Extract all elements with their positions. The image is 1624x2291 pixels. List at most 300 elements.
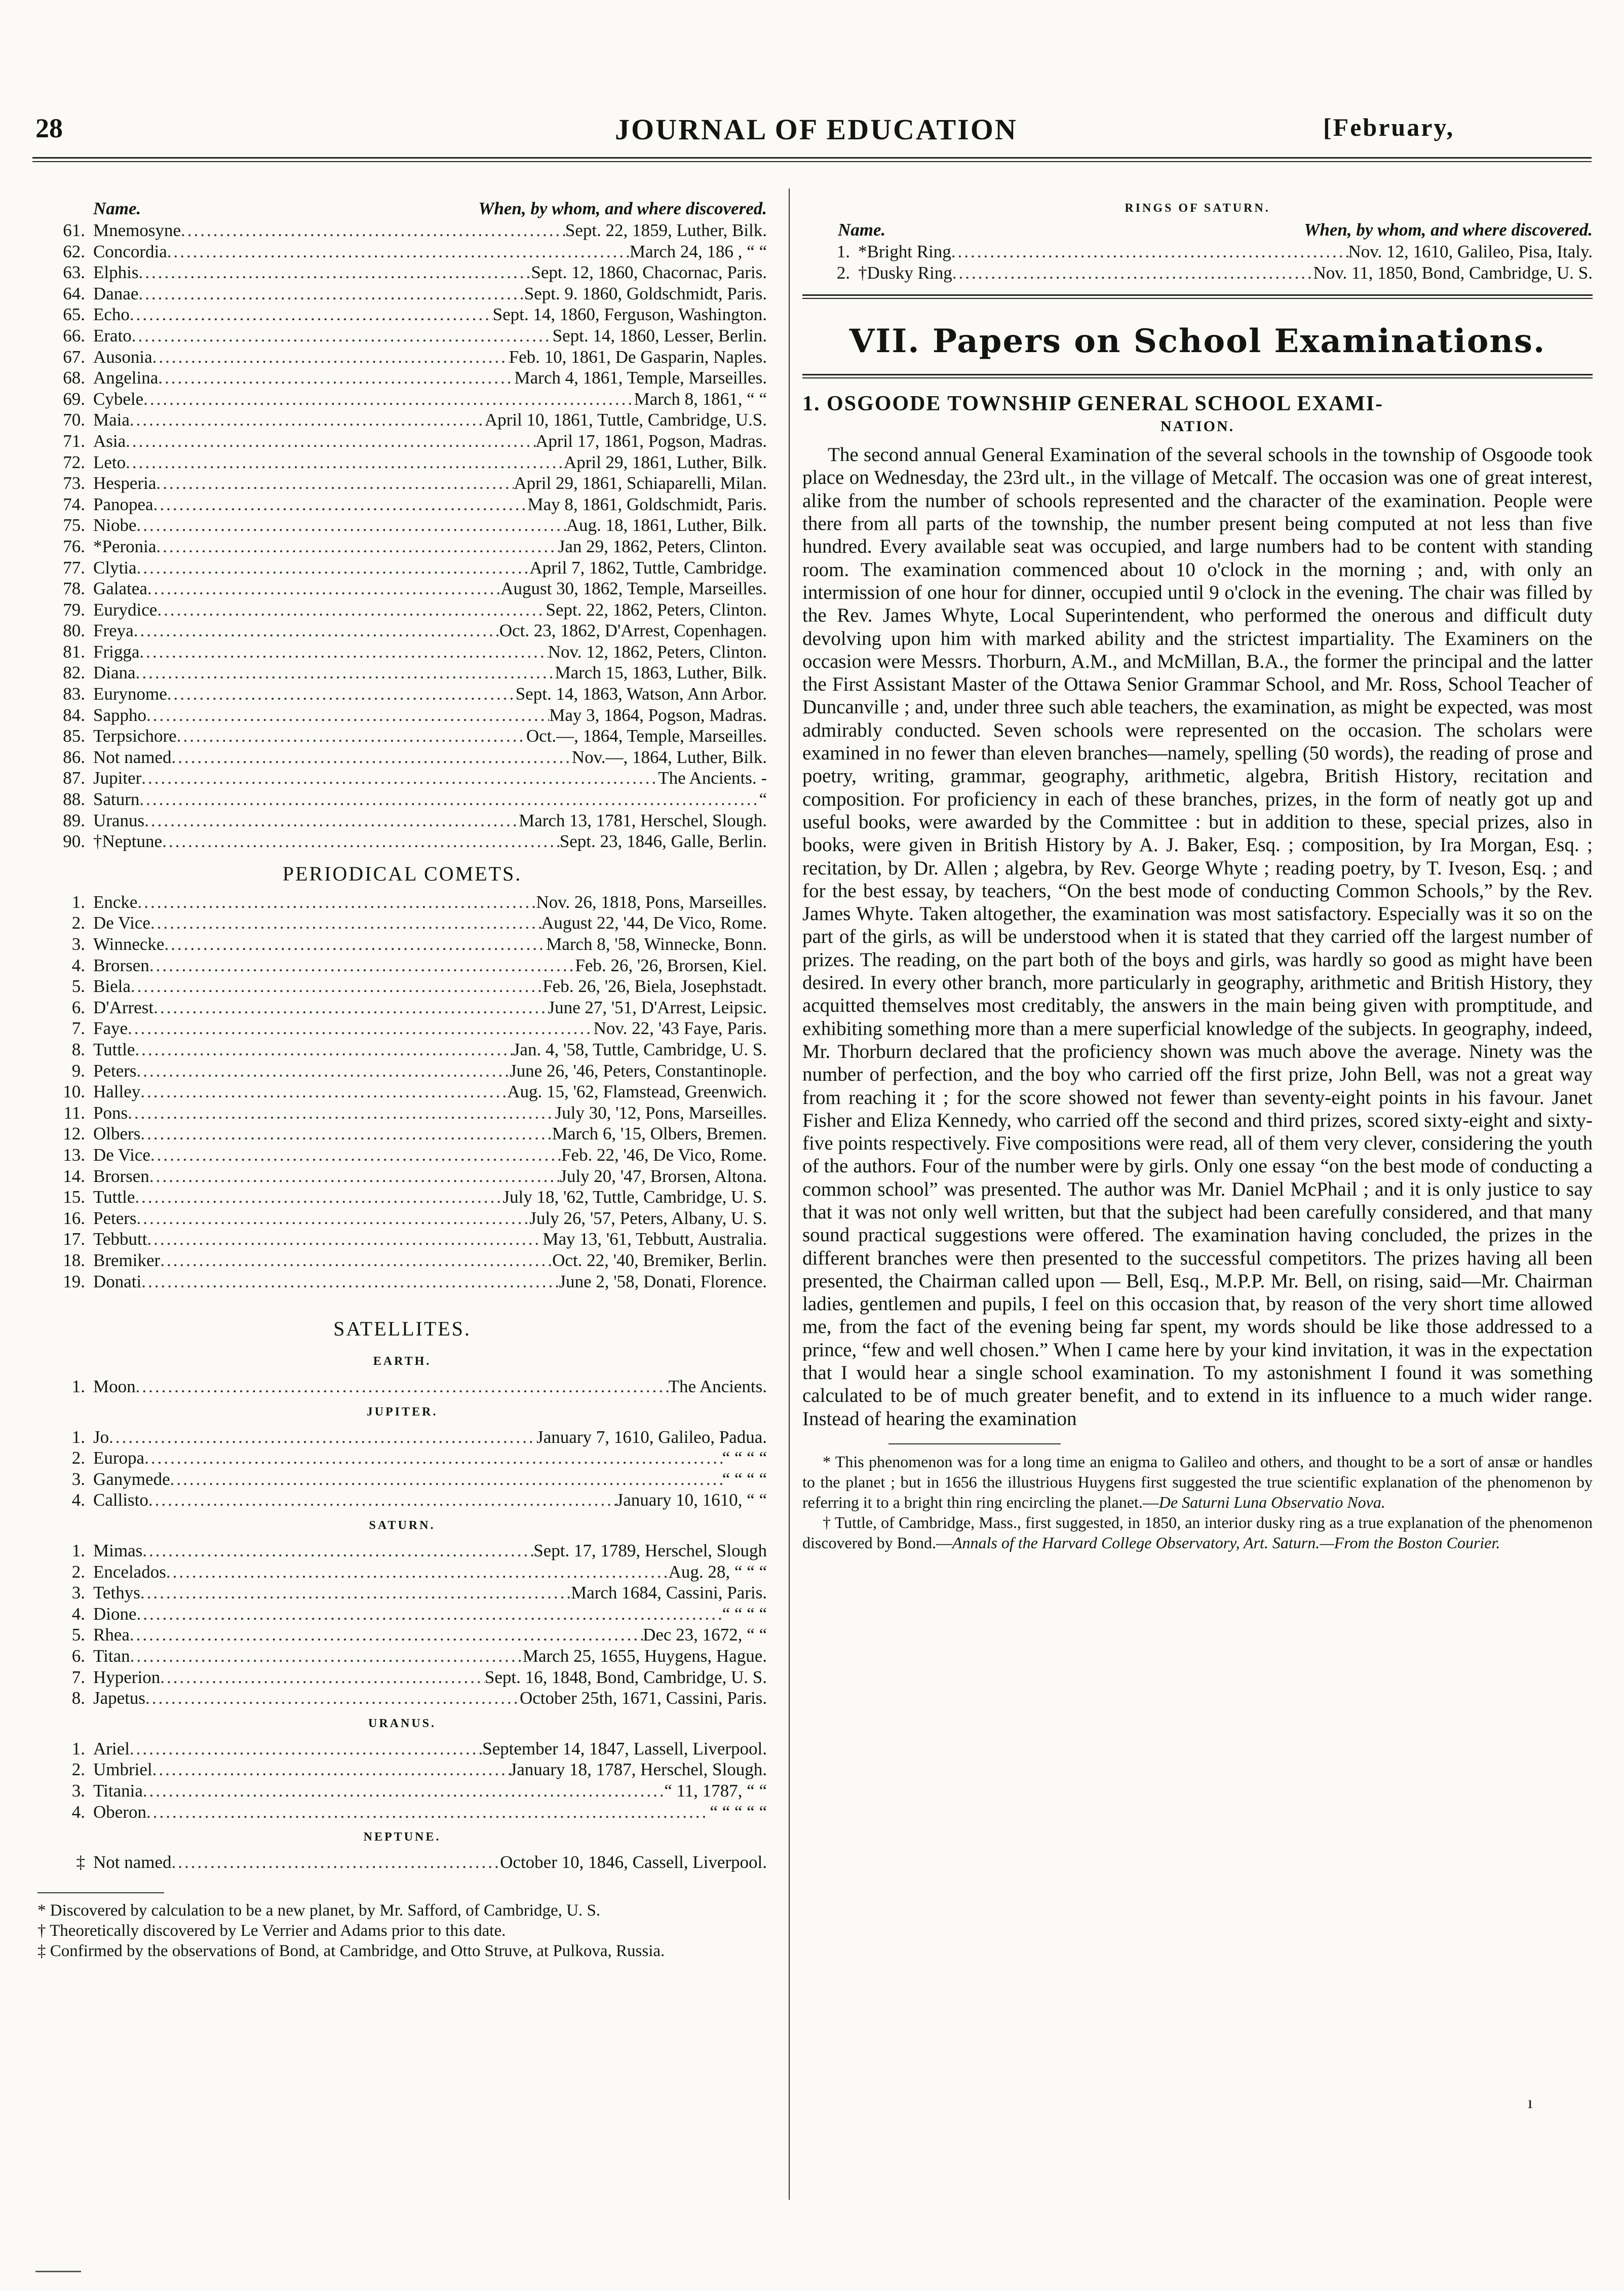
entry-name: Bremiker	[93, 1250, 161, 1270]
leader-dots	[153, 494, 528, 515]
leader-dots	[137, 1208, 530, 1229]
leader-dots	[141, 1271, 559, 1292]
entry-name: Uranus	[93, 810, 145, 830]
leader-dots	[158, 367, 514, 389]
entry-number: 6.	[71, 997, 85, 1017]
entry-name: Elphis	[93, 262, 139, 283]
planet-row	[37, 557, 767, 579]
entry-number: 86.	[63, 747, 85, 767]
leader-dots	[137, 557, 530, 579]
planet-row	[37, 452, 767, 473]
rings-title: RINGS OF SATURN.	[1125, 202, 1270, 215]
entry-number: 72.	[63, 452, 85, 472]
satellite-row	[37, 1447, 767, 1469]
footnote-rule	[37, 1892, 164, 1893]
leader-dots	[126, 452, 564, 473]
entry-discovery: Feb. 26, '26, Biela, Josephstadt.	[543, 976, 767, 997]
entry-discovery: May 3, 1864, Pogson, Madras.	[549, 705, 767, 725]
entry-name: Echo	[93, 304, 130, 325]
comet-row	[37, 934, 767, 955]
comet-row	[37, 1018, 767, 1039]
entry-discovery: Feb. 22, '46, De Vico, Rome.	[561, 1144, 767, 1165]
satellite-row	[37, 1582, 767, 1603]
planet-row	[37, 473, 767, 494]
planet-row	[37, 662, 767, 683]
jupiter-satellite-list	[37, 1427, 767, 1511]
entry-discovery: Sept. 14, 1860, Ferguson, Washington.	[492, 304, 767, 325]
planet-row	[37, 241, 767, 262]
entry-name: Brorsen	[93, 955, 149, 975]
entry-number: 90.	[63, 831, 85, 852]
entry-number: 1.	[71, 892, 85, 912]
entry-number: 73.	[63, 473, 85, 493]
satellite-row	[37, 1376, 767, 1397]
entry-name: *Peronia	[93, 536, 157, 556]
bottom-dash	[35, 2271, 81, 2272]
comets-title: PERIODICAL COMETS.	[282, 862, 522, 885]
comet-row	[37, 892, 767, 913]
entry-name: Brorsen	[93, 1166, 149, 1186]
leader-dots	[131, 976, 543, 997]
leader-dots	[951, 241, 1348, 262]
page-number: 28	[35, 113, 63, 143]
article-title: 1. OSGOODE TOWNSHIP GENERAL SCHOOL EXAMI-	[802, 392, 1384, 416]
col-when-heading: When, by whom, and where discovered.	[478, 199, 767, 218]
column-divider	[789, 188, 790, 2200]
leader-dots	[134, 620, 499, 641]
leader-dots	[160, 1667, 485, 1688]
entry-name: Tethys	[93, 1583, 140, 1603]
entry-discovery: July 30, '12, Pons, Marseilles.	[555, 1102, 767, 1123]
entry-name: Titan	[93, 1646, 130, 1666]
leader-dots	[139, 641, 548, 663]
planet-row	[37, 683, 767, 705]
entry-name: Hesperia	[93, 473, 157, 493]
comet-row	[37, 912, 767, 934]
rings-col-when: When, by whom, and where discovered.	[1304, 220, 1593, 240]
comet-row	[37, 976, 767, 997]
entry-discovery: Feb. 10, 1861, De Gasparin, Naples.	[509, 347, 767, 367]
planet-row	[37, 409, 767, 431]
entry-discovery: Sept. 14, 1860, Lesser, Berlin.	[552, 325, 767, 346]
entry-name: Not named	[93, 747, 172, 767]
entry-discovery: March 25, 1655, Huygens, Hague.	[522, 1646, 767, 1666]
entry-name: Angelina	[93, 368, 159, 388]
entry-number: 78.	[63, 579, 85, 599]
planet-row	[37, 726, 767, 747]
entry-name: Callisto	[93, 1490, 148, 1510]
leader-dots	[149, 1166, 560, 1187]
entry-discovery: October 10, 1846, Cassell, Liverpool.	[500, 1852, 767, 1873]
entry-discovery: Jan 29, 1862, Peters, Clinton.	[558, 536, 767, 556]
satellite-row	[37, 1540, 767, 1561]
leader-dots	[160, 1250, 552, 1271]
satellite-row	[37, 1759, 767, 1780]
leader-dots	[167, 683, 516, 705]
entry-discovery: October 25th, 1671, Cassini, Paris.	[519, 1688, 767, 1708]
entry-name: Encelados	[93, 1561, 166, 1582]
entry-discovery: June 27, '51, D'Arrest, Leipsic.	[548, 997, 767, 1017]
planet-row	[37, 515, 767, 536]
leader-dots	[162, 831, 560, 852]
leader-dots	[177, 726, 526, 747]
leader-dots	[137, 515, 566, 536]
journal-title: JOURNAL OF EDUCATION	[615, 113, 1018, 146]
entry-discovery: August 22, '44, De Vico, Rome.	[541, 913, 767, 933]
entry-name: Oberon	[93, 1802, 146, 1822]
entry-name: Leto	[93, 452, 126, 472]
leader-dots	[142, 1540, 533, 1561]
entry-discovery: July 26, '57, Peters, Albany, U. S.	[529, 1208, 767, 1228]
entry-discovery: June 26, '46, Peters, Constantinople.	[510, 1060, 767, 1081]
entry-discovery: August 30, 1862, Temple, Marseilles.	[500, 579, 767, 599]
entry-discovery: “ “ “ “	[722, 1603, 767, 1624]
planet-row	[37, 304, 767, 325]
entry-name: Pons	[93, 1102, 128, 1123]
satellite-row	[37, 1469, 767, 1490]
leader-dots	[130, 409, 485, 431]
header-rule	[32, 157, 1592, 162]
satellite-row	[37, 1667, 767, 1688]
entry-discovery: Nov. 12, 1862, Peters, Clinton.	[548, 641, 767, 662]
entry-discovery: April 7, 1862, Tuttle, Cambridge.	[529, 557, 767, 578]
entry-name: *Bright Ring	[858, 242, 951, 261]
leader-dots	[152, 1759, 510, 1780]
leader-dots	[128, 1018, 594, 1039]
leader-dots	[135, 1039, 513, 1060]
planet-row	[37, 367, 767, 389]
leader-dots	[128, 1102, 555, 1124]
entry-name: Erato	[93, 325, 132, 346]
satellite-row	[37, 1688, 767, 1709]
comet-row	[37, 1166, 767, 1187]
entry-discovery: June 2, '58, Donati, Florence.	[559, 1271, 767, 1291]
entry-number: 70.	[63, 410, 85, 430]
entry-name: Maia	[93, 410, 130, 430]
satellite-row	[37, 1852, 767, 1873]
entry-discovery: March 1684, Cassini, Paris.	[571, 1583, 767, 1603]
entry-discovery: Nov. 26, 1818, Pons, Marseilles.	[536, 892, 767, 912]
entry-number: 2.	[836, 262, 850, 283]
leader-dots	[140, 1582, 571, 1603]
entry-name: Tebbutt	[93, 1229, 147, 1249]
ring-row	[802, 241, 1593, 262]
footnote-galileo-source: De Saturni Luna Observatio Nova.	[1158, 1493, 1385, 1511]
entry-name: Encke	[93, 892, 138, 912]
entry-name: Donati	[93, 1271, 142, 1291]
entry-discovery: Sept. 16, 1848, Bond, Cambridge, U. S.	[484, 1667, 767, 1687]
comet-row	[37, 1123, 767, 1144]
leader-dots	[109, 1427, 536, 1448]
entry-discovery: Nov.—, 1864, Luther, Bilk.	[571, 747, 767, 767]
leader-dots	[149, 955, 575, 976]
entry-discovery: Feb. 26, '26, Brorsen, Kiel.	[575, 955, 767, 975]
ring-row	[802, 262, 1593, 284]
leader-dots	[145, 1688, 520, 1709]
entry-number: 81.	[63, 641, 85, 662]
leader-dots	[126, 431, 535, 452]
leader-dots	[172, 747, 572, 768]
entry-name: †Dusky Ring	[858, 262, 952, 283]
leader-dots	[150, 1144, 561, 1166]
comet-row	[37, 1081, 767, 1102]
entry-name: Hyperion	[93, 1667, 161, 1687]
entry-discovery: Aug. 15, '62, Flamstead, Greenwich.	[507, 1082, 767, 1102]
entry-name: Niobe	[93, 515, 137, 536]
col-name-heading: Name.	[93, 199, 141, 218]
leader-dots	[170, 1469, 722, 1490]
leader-dots	[156, 536, 558, 557]
entry-number: 14.	[63, 1166, 85, 1186]
entry-discovery: January 18, 1787, Herschel, Slough.	[510, 1760, 767, 1780]
entry-number: 88.	[63, 789, 85, 810]
entry-number: 1.	[71, 1427, 85, 1447]
leader-dots	[141, 768, 658, 789]
entry-name: Panopea	[93, 494, 153, 514]
section-rule	[802, 294, 1593, 299]
entry-discovery: “	[759, 789, 767, 810]
leader-dots	[152, 347, 509, 368]
entry-name: Jupiter	[93, 768, 142, 788]
entry-discovery: Nov. 22, '43 Faye, Paris.	[593, 1018, 767, 1039]
planet-row	[37, 262, 767, 283]
entry-discovery: April 29, 1861, Luther, Bilk.	[563, 452, 767, 472]
entry-discovery: “ “ “ “	[722, 1448, 767, 1468]
entry-discovery: The Ancients. -	[658, 768, 767, 788]
entry-name: Frigga	[93, 641, 140, 662]
entry-number: 1.	[71, 1541, 85, 1561]
entry-number: 5.	[71, 976, 85, 997]
issue-month: [February,	[1323, 113, 1455, 141]
planet-row	[37, 220, 767, 241]
comet-row	[37, 1208, 767, 1229]
entry-name: Galatea	[93, 579, 147, 599]
satellite-row	[37, 1738, 767, 1760]
leader-dots	[157, 599, 546, 621]
entry-name: Ausonia	[93, 347, 152, 367]
entry-number: 76.	[63, 536, 85, 556]
entry-number: 61.	[63, 220, 85, 240]
entry-number: 74.	[63, 494, 85, 514]
planet-row	[37, 578, 767, 599]
entry-name: Eurynome	[93, 684, 167, 704]
entry-number: 9.	[71, 1060, 85, 1081]
rings-col-name: Name.	[838, 220, 886, 240]
comet-row	[37, 1102, 767, 1124]
entry-name: Danae	[93, 283, 139, 303]
entry-number: 18.	[63, 1250, 85, 1270]
leader-dots	[137, 1603, 722, 1625]
entry-discovery: April 17, 1861, Pogson, Madras.	[535, 431, 767, 451]
satellite-row	[37, 1561, 767, 1583]
entry-number: 19.	[63, 1271, 85, 1291]
leader-dots	[147, 1229, 543, 1250]
leader-dots	[139, 789, 759, 810]
entry-name: Faye	[93, 1018, 128, 1039]
entry-number: 85.	[63, 726, 85, 746]
earth-label: EARTH.	[373, 1355, 432, 1368]
entry-name: Jo	[93, 1427, 109, 1447]
article-subtitle: NATION.	[1160, 418, 1235, 435]
comet-row	[37, 1060, 767, 1082]
entry-name: Clytia	[93, 557, 137, 578]
entry-name: De Vice	[93, 913, 150, 933]
entry-name: Moon	[93, 1377, 136, 1397]
left-column	[37, 198, 767, 1961]
comet-row	[37, 1250, 767, 1271]
entry-name: De Vice	[93, 1144, 150, 1165]
footnote-bond: ‡ Confirmed by the observations of Bond, at Cambridge, and Otto Struve, at Pulkova, Russia.	[37, 1941, 665, 1960]
entry-name: Terpsichore	[93, 726, 177, 746]
planet-row	[37, 620, 767, 641]
leader-dots	[138, 283, 524, 304]
leader-dots	[952, 262, 1313, 284]
comet-row	[37, 1271, 767, 1292]
entry-discovery: March 8, '58, Winnecke, Bonn.	[546, 934, 767, 954]
entry-discovery: The Ancients.	[668, 1377, 767, 1397]
entry-discovery: Oct.—, 1864, Temple, Marseilles.	[526, 726, 767, 746]
entry-number: 89.	[63, 810, 85, 830]
planet-row	[37, 831, 767, 852]
entry-name: Peters	[93, 1208, 137, 1228]
entry-number: 62.	[63, 241, 85, 261]
entry-discovery: Dec 23, 1672, “ “	[643, 1625, 767, 1645]
leader-dots	[136, 662, 555, 683]
planet-row	[37, 789, 767, 810]
footnote-tuttle-text: † Tuttle, of Cambridge, Mass., first suggested, in 1850, an interior dusky ring as a true explanation of the phenomenon discovered by Bond.—	[802, 1513, 1593, 1552]
entry-number: 5.	[71, 1625, 85, 1645]
entry-name: Cybele	[93, 389, 144, 409]
uranus-label: URANUS.	[368, 1716, 436, 1730]
entry-number: 63.	[63, 262, 85, 283]
entry-discovery: Sept. 9. 1860, Goldschmidt, Paris.	[524, 283, 767, 303]
entry-name: Mnemosyne	[93, 220, 181, 240]
entry-number: 17.	[63, 1229, 85, 1249]
entry-number: 71.	[63, 431, 85, 451]
planet-row	[37, 389, 767, 410]
entry-discovery: Jan. 4, '58, Tuttle, Cambridge, U. S.	[513, 1039, 767, 1059]
entry-discovery: March 8, 1861, “ “	[634, 389, 767, 409]
entry-discovery: March 24, 186 , “ “	[629, 241, 767, 261]
comet-row	[37, 1187, 767, 1208]
planet-list	[37, 220, 767, 852]
leader-dots	[181, 220, 565, 241]
right-footnote-rule	[888, 1443, 1061, 1444]
entry-number: 2.	[71, 913, 85, 933]
comet-list	[37, 892, 767, 1292]
entry-name: Halley	[93, 1082, 141, 1102]
leader-dots	[130, 1624, 643, 1646]
entry-number: 77.	[63, 557, 85, 578]
entry-discovery: May 13, '61, Tebbutt, Australia.	[543, 1229, 767, 1249]
entry-name: Saturn	[93, 789, 140, 810]
entry-name: Not named	[93, 1852, 172, 1873]
leader-dots	[137, 892, 536, 913]
planet-row	[37, 768, 767, 789]
entry-name: Dione	[93, 1603, 137, 1624]
leader-dots	[144, 810, 519, 831]
leader-dots	[130, 1738, 482, 1760]
entry-number: 3.	[71, 1469, 85, 1489]
entry-discovery: Sept. 22, 1859, Luther, Bilk.	[565, 220, 767, 240]
entry-discovery: Aug. 28, “ “ “	[668, 1561, 767, 1582]
entry-name: Sappho	[93, 705, 146, 725]
entry-name: Ariel	[93, 1738, 130, 1759]
leader-dots	[166, 1561, 669, 1583]
jupiter-label: JUPITER.	[366, 1405, 438, 1419]
comet-row	[37, 1144, 767, 1166]
entry-discovery: Nov. 11, 1850, Bond, Cambridge, U. S.	[1313, 262, 1593, 283]
entry-number: 4.	[71, 955, 85, 975]
satellite-row	[37, 1603, 767, 1625]
entry-number: 65.	[63, 304, 85, 325]
leader-dots	[138, 262, 531, 283]
planet-row	[37, 536, 767, 557]
entry-discovery: March 6, '15, Olbers, Bremen.	[552, 1124, 767, 1144]
entry-number: 84.	[63, 705, 85, 725]
planet-row	[37, 747, 767, 768]
entry-name: Japetus	[93, 1688, 146, 1708]
entry-name: †Neptune	[93, 831, 163, 852]
planets-column-header	[37, 198, 767, 220]
entry-name: Europa	[93, 1448, 145, 1468]
leader-dots	[140, 1081, 507, 1102]
entry-number: 3.	[71, 1583, 85, 1603]
footnote-tuttle	[802, 1512, 1593, 1553]
entry-discovery: July 18, '62, Tuttle, Cambridge, U. S.	[502, 1187, 767, 1207]
entry-discovery: September 14, 1847, Lassell, Liverpool.	[482, 1738, 767, 1759]
planet-row	[37, 810, 767, 831]
leader-dots	[130, 304, 493, 325]
section-rule-bottom	[802, 374, 1593, 378]
entry-number: 16.	[63, 1208, 85, 1228]
entry-number: 2.	[71, 1448, 85, 1468]
planet-row	[37, 325, 767, 347]
leader-dots	[137, 1060, 510, 1082]
rings-column-header	[802, 219, 1593, 241]
entry-name: Umbriel	[93, 1760, 152, 1780]
entry-discovery: Sept. 22, 1862, Peters, Clinton.	[546, 599, 767, 620]
uranus-satellite-list	[37, 1738, 767, 1822]
leader-dots	[130, 1646, 523, 1667]
leader-dots	[148, 1490, 616, 1511]
leader-dots	[146, 1802, 710, 1823]
entry-number: 4.	[71, 1603, 85, 1624]
entry-name: Diana	[93, 663, 136, 683]
right-column	[802, 198, 1593, 1553]
rings-list	[802, 241, 1593, 283]
entry-discovery: Sept. 23, 1846, Galle, Berlin.	[559, 831, 767, 852]
entry-number: 10.	[63, 1082, 85, 1102]
entry-number: 8.	[71, 1688, 85, 1708]
entry-discovery: Sept. 12, 1860, Chacornac, Paris.	[531, 262, 767, 283]
footnote-safford: * Discovered by calculation to be a new planet, by Mr. Safford, of Cambridge, U. S.	[37, 1901, 601, 1920]
satellites-title: SATELLITES.	[333, 1317, 471, 1341]
entry-number: 2.	[71, 1561, 85, 1582]
entry-number: 7.	[71, 1018, 85, 1039]
comet-row	[37, 955, 767, 976]
entry-discovery: Oct. 23, 1862, D'Arrest, Copenhagen.	[499, 621, 767, 641]
entry-name: Rhea	[93, 1625, 130, 1645]
entry-name: Biela	[93, 976, 131, 997]
entry-number: 3.	[71, 934, 85, 954]
entry-name: Asia	[93, 431, 126, 451]
entry-discovery: May 8, 1861, Goldschmidt, Paris.	[527, 494, 767, 514]
planet-row	[37, 705, 767, 726]
entry-name: Peters	[93, 1060, 137, 1081]
planet-row	[37, 494, 767, 515]
entry-discovery: January 10, 1610, “ “	[616, 1490, 767, 1510]
